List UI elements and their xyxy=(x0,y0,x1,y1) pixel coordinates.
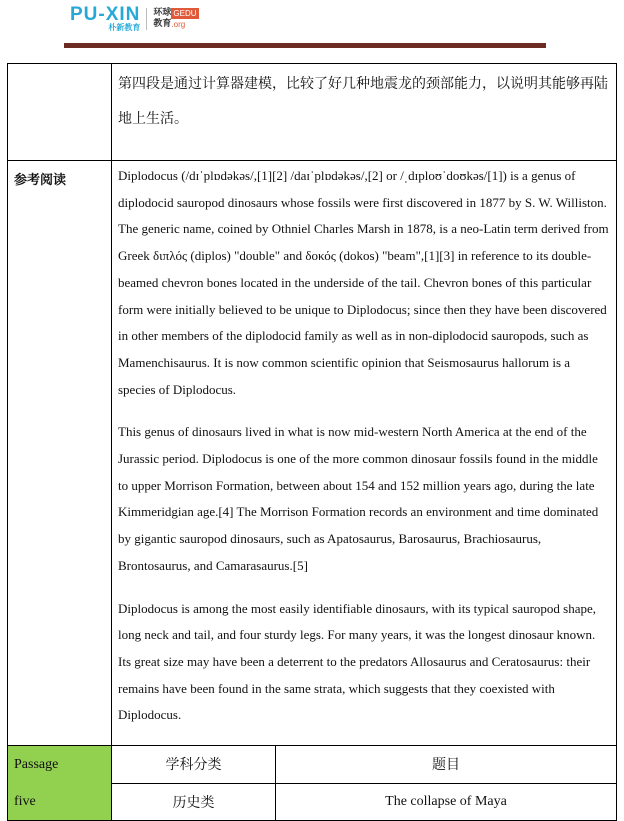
subject-header: 学科分类 xyxy=(112,746,276,784)
summary-row xyxy=(8,64,617,161)
reading-row xyxy=(8,161,617,746)
paragraph: Diplodocus is among the most easily identifiable dinosaurs, with its typical sauropod shape, long neck and tail, and four sturdy legs. For many years, it was the longest dinosaur known. Its great size may have been a deterrent to the predators Allosaurus and Ceratosaurus: their remains have been found in the same strata, which suggests that they coexisted with Diplodocus. xyxy=(118,600,597,723)
puxin-logo: PU-XIN 朴新教育 xyxy=(70,3,141,32)
paragraph: This genus of dinosaurs lived in what is now mid-western North America at the end of the Jurassic period. Diplodocus is one of the more common dinosaur fossils found in the middle to upper Morrison Formation, between about 154 and 152 million years ago, during the late Kimmeridgian age.[4] The Morrison Formation records an environment and time dominated by gigantic sauropod dinosaurs, such as Apatosaurus, Barosaurus, Brachiosaurus, Brontosaurus, and Camarasaurus.[5] xyxy=(118,424,599,573)
paragraph: Diplodocus (/dɪˈplɒdəkəs/,[1][2] /daɪˈplɒdəkəs/,[2] or /ˌdɪploʊˈdoʊkəs/[1]) is a genus of diplodocid sauropod dinosaurs whose fossils were first discovered in 1877 by S. W. Williston. The generic name, coined by Othniel Charles Marsh in 1878, is a neo-Latin term derived from Greek διπλός (diplos) "double" and δοκός (dokos) "beam",[1][3] in reference to its double-beamed chevron bones located in the underside of the tail. Chevron bones of this particular form were initially believed to be unique to Diplodocus; since then they have been discovered in other members of the diplodocid family as well as in non-diplodocid sauropods, such as Mamenchisaurus. It is now common scientific opinion that Seismosaurus hallorum is a species of Diplodocus. xyxy=(118,168,609,397)
title-header: 题目 xyxy=(276,746,617,784)
content-table xyxy=(7,63,617,821)
subject-value: 历史类 xyxy=(112,783,276,821)
reading-text xyxy=(112,161,617,746)
logo-divider xyxy=(146,8,147,30)
title-value: The collapse of Maya xyxy=(276,783,617,821)
gedu-logo: 环球 教育 xyxy=(153,8,172,29)
gedu-text: GEDU xyxy=(173,9,197,18)
summary-text: 第四段是通过计算器建模，比较了好几种地震龙的颈部能力，以说明其能够再陆地上生活。 xyxy=(112,64,617,161)
passage-label: Passage five xyxy=(8,746,112,821)
logo xyxy=(70,5,199,33)
header-accent-bar xyxy=(64,43,546,48)
empty-label-cell xyxy=(8,64,112,161)
passage-header-row xyxy=(8,746,617,784)
org-text: .org xyxy=(171,20,186,29)
reading-label: 参考阅读 xyxy=(8,161,112,746)
